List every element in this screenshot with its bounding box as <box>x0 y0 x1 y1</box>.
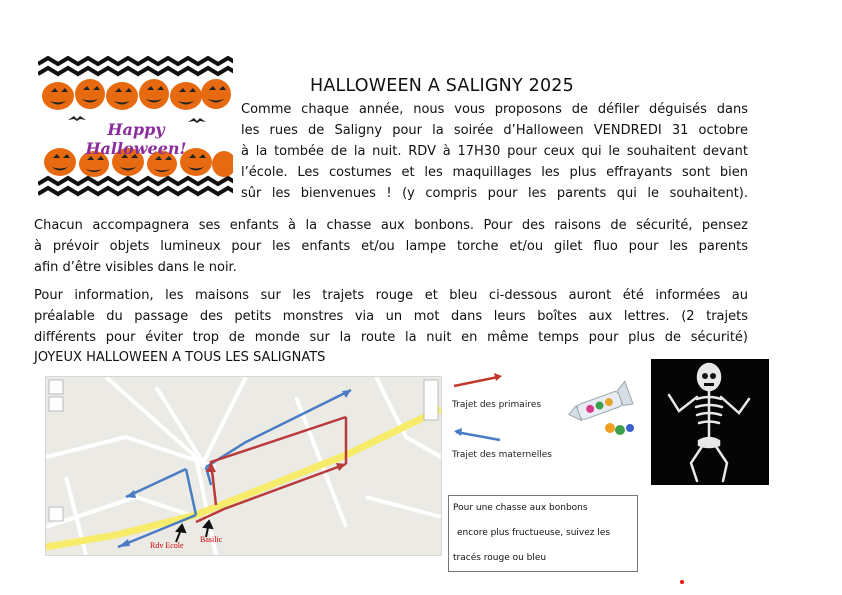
body-line: Chacun accompagnera ses enfants à la chasse aux bonbons. Pour des raisons de sécurité, pensez <box>34 218 748 233</box>
halloween-banner-image <box>38 56 233 202</box>
blue-route-arrow-icon <box>456 432 500 440</box>
body-line: Pour information, les maisons sur les trajets rouge et bleu ci-dessous auront été informées au <box>34 288 748 303</box>
body-line: à prévoir objets lumineux pour les enfants et/ou lampe torche et/ou gilet fluo pour les parents <box>34 239 748 254</box>
intro-line: à la tombée de la nuit. RDV à 17H30 pour ceux qui le souhaitent devant <box>241 144 748 159</box>
legend-arrows <box>452 372 508 448</box>
note-line: Pour une chasse aux bonbons <box>453 503 588 513</box>
red-dot-mark <box>680 580 684 584</box>
intro-paragraph <box>241 99 748 204</box>
page-title: HALLOWEEN A SALIGNY 2025 <box>310 76 574 96</box>
closing-line: JOYEUX HALLOWEEN A TOUS LES SALIGNATS <box>34 350 326 365</box>
hint-note-box <box>448 495 638 572</box>
intro-line: sûr les bienvenues ! (y compris pour les parents qui le souhaitent). <box>241 186 748 201</box>
note-line: tracés rouge ou bleu <box>453 553 547 563</box>
legend-primary: Trajet des primaires <box>452 400 542 410</box>
body-line: préalable du passage des petits monstres via un mot dans leurs boîtes aux lettres. (2 trajets <box>34 309 748 324</box>
intro-line: l’école. Les costumes et les maquillages les plus effrayants sont bien <box>241 165 748 180</box>
intro-line: les rues de Saligny pour la soirée d’Halloween VENDREDI 31 octobre <box>241 123 748 138</box>
body-line: afin d’être visibles dans le noir. <box>34 260 237 275</box>
map-label-school: Rdv Ecole <box>150 541 184 550</box>
info-paragraph <box>34 285 748 348</box>
route-map <box>45 376 442 556</box>
intro-line: Comme chaque année, nous vous proposons de défiler déguisés dans <box>241 102 748 117</box>
skeleton-image <box>651 359 769 485</box>
candy-icon <box>566 378 642 440</box>
legend-maternal: Trajet des maternelles <box>452 450 552 460</box>
body-line: différents pour éviter trop de monde sur la route la nuit en même temps pour plus de sécurité) <box>34 330 748 345</box>
note-line: encore plus fructueuse, suivez les <box>457 528 611 538</box>
safety-paragraph <box>34 215 748 278</box>
map-label-basilic: Basilic <box>200 535 223 544</box>
red-route-arrow-icon <box>454 377 498 386</box>
banner-text: Happy Halloween! <box>85 120 187 158</box>
